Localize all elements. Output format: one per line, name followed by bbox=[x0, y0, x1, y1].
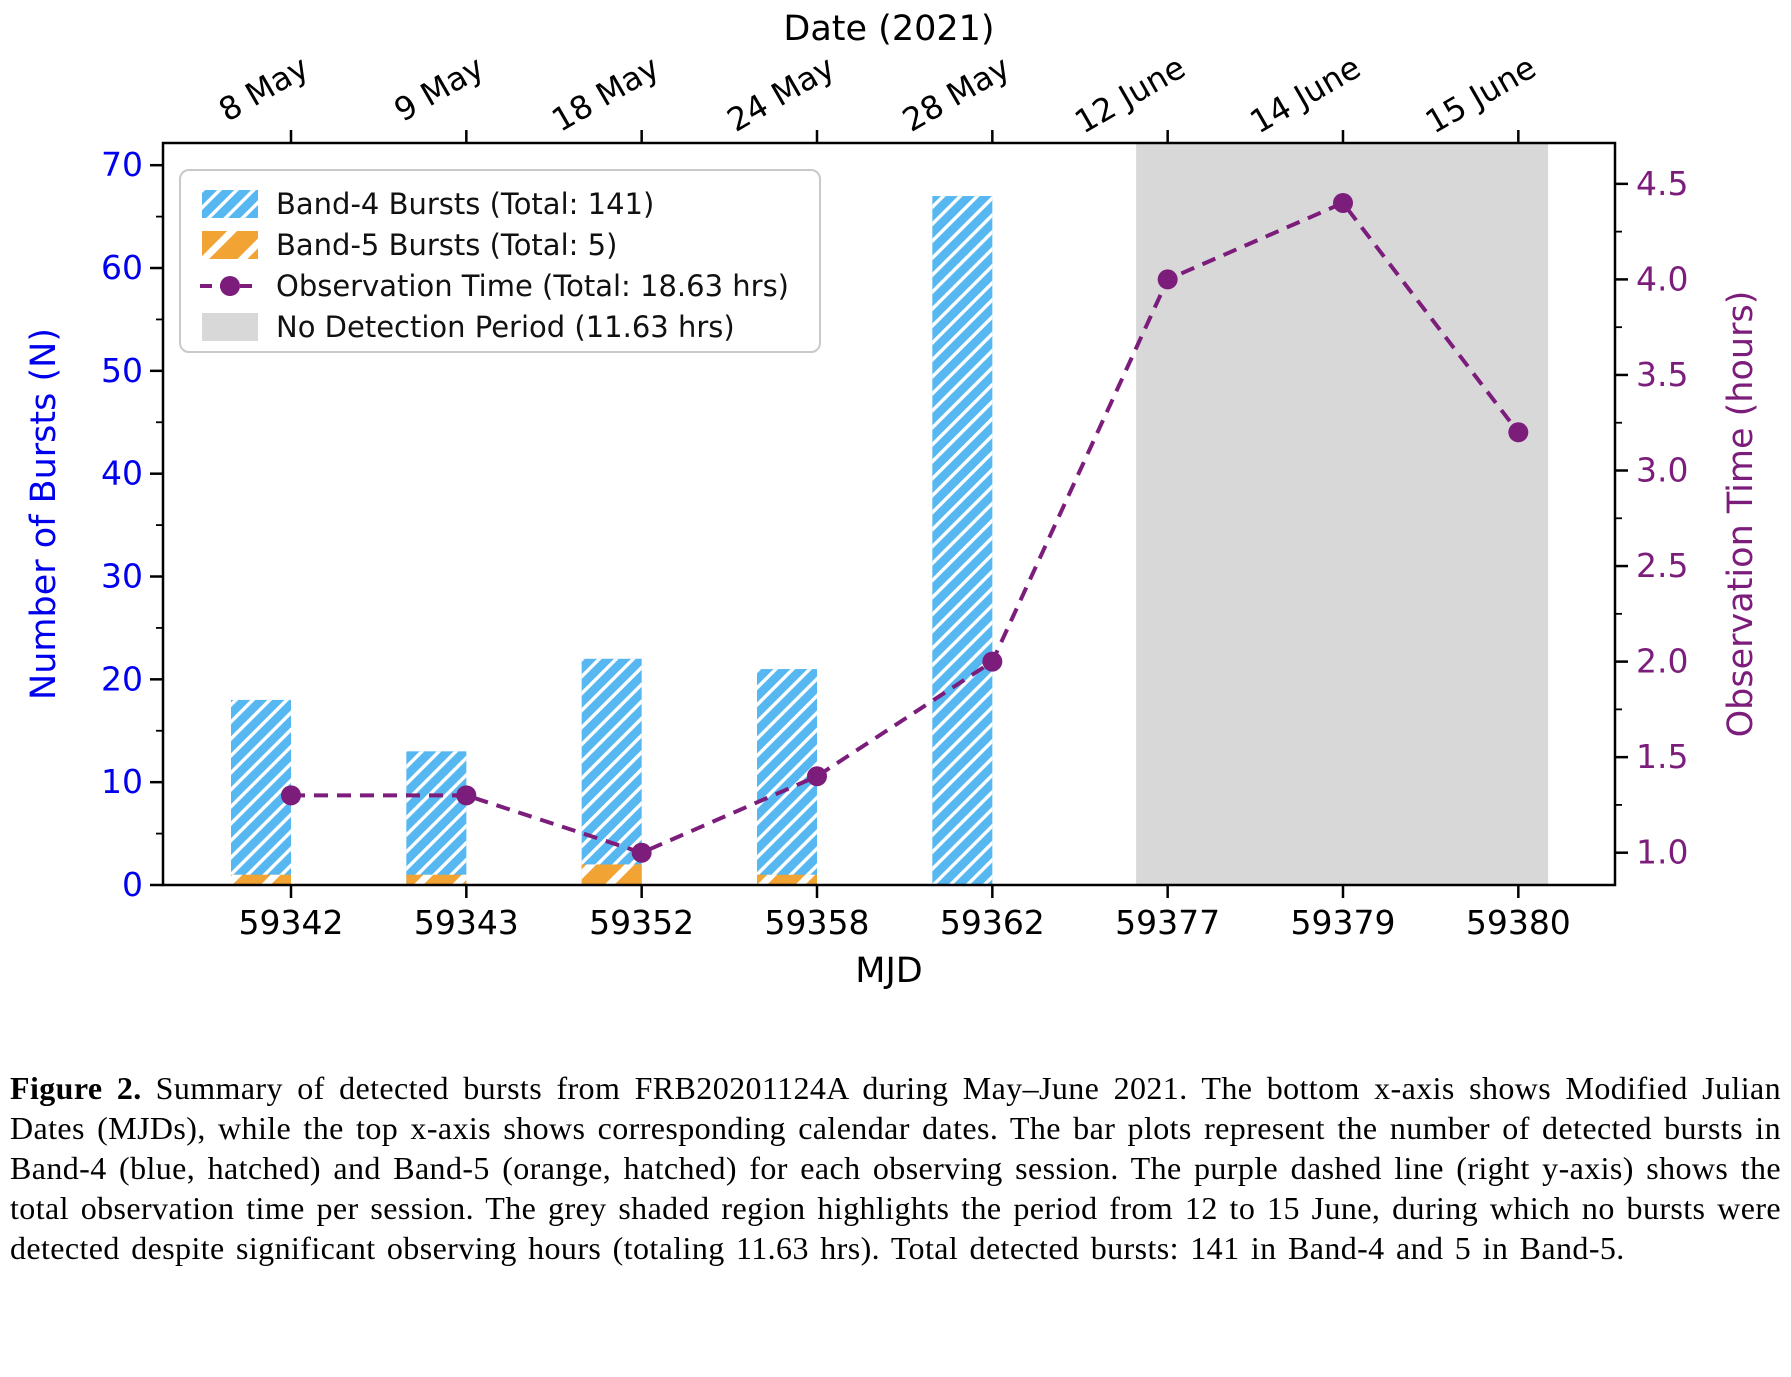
mjd-tick-label: 59379 bbox=[1290, 903, 1396, 942]
legend-observation-time-marker bbox=[220, 276, 240, 296]
mjd-tick-label: 59358 bbox=[764, 903, 870, 942]
date-tick-label: 9 May bbox=[387, 48, 491, 130]
band5-bar-hatch bbox=[231, 875, 291, 885]
observation-time-point bbox=[1508, 422, 1528, 442]
observation-time-point bbox=[456, 785, 476, 805]
legend-no-detection-label: No Detection Period (11.63 hrs) bbox=[276, 310, 735, 344]
legend bbox=[180, 170, 820, 352]
caption-text: Summary of detected bursts from FRB20201124A during May–June 2021. The bottom x-axis shows Modified Julian Dates (MJDs), while the top x-axis shows corresponding calendar dates. The bar plots represent the number of detected bursts in Band-4 (blue, hatched) and Band-5 (orange, hatched) for each observing session. The purple dashed line (right y-axis) shows the total observation time per session. The grey shaded region highlights the period from 12 to 15 June, during which no bursts were detected despite significant observing hours (totaling 11.63 hrs). Total detected bursts: 141 in Band-4 and 5 in Band-5. bbox=[10, 1070, 1781, 1266]
right-tick-label: 2.5 bbox=[1636, 546, 1689, 586]
date-tick-label: 15 June bbox=[1418, 48, 1543, 142]
legend-band4-swatch-hatch bbox=[202, 190, 258, 218]
right-tick-label: 1.5 bbox=[1636, 737, 1689, 777]
mjd-tick-label: 59343 bbox=[413, 903, 519, 942]
legend-band5-swatch-hatch bbox=[202, 231, 258, 259]
left-tick-label: 50 bbox=[101, 350, 143, 390]
date-tick-label: 8 May bbox=[212, 48, 315, 130]
mjd-tick-label: 59352 bbox=[589, 903, 695, 942]
right-tick-label: 1.0 bbox=[1636, 832, 1689, 872]
band5-bar-hatch bbox=[582, 864, 642, 885]
right-tick-label: 3.5 bbox=[1636, 354, 1689, 394]
mjd-tick-label: 59377 bbox=[1115, 903, 1221, 942]
right-axis-title: Observation Time (hours) bbox=[1721, 290, 1761, 738]
observation-time-point bbox=[1333, 193, 1353, 213]
observation-time-point bbox=[281, 785, 301, 805]
figure-caption bbox=[0, 1068, 1791, 1268]
right-tick-label: 3.0 bbox=[1636, 450, 1689, 490]
date-tick-label: 14 June bbox=[1243, 48, 1367, 142]
right-tick-label: 4.5 bbox=[1636, 163, 1689, 203]
right-tick-label: 2.0 bbox=[1636, 641, 1689, 681]
date-tick-label: 12 June bbox=[1068, 48, 1192, 142]
legend-band4-label: Band-4 Bursts (Total: 141) bbox=[276, 187, 655, 221]
date-tick-label: 18 May bbox=[545, 48, 666, 140]
right-tick-label: 4.0 bbox=[1636, 259, 1689, 299]
band5-bar-hatch bbox=[406, 875, 466, 885]
left-tick-label: 30 bbox=[101, 556, 143, 596]
legend-band5-label: Band-5 Bursts (Total: 5) bbox=[276, 228, 618, 262]
band5-bar-hatch bbox=[757, 875, 817, 885]
left-tick-label: 70 bbox=[101, 145, 143, 185]
left-tick-label: 60 bbox=[101, 248, 143, 288]
observation-time-point bbox=[632, 843, 652, 863]
mjd-tick-label: 59380 bbox=[1465, 903, 1571, 942]
mjd-tick-label: 59362 bbox=[939, 903, 1045, 942]
caption-label: Figure 2. bbox=[10, 1070, 142, 1106]
band4-bar-hatch bbox=[406, 751, 466, 885]
left-tick-label: 20 bbox=[101, 659, 143, 699]
legend-observation-time-label: Observation Time (Total: 18.63 hrs) bbox=[276, 269, 789, 303]
top-axis-title: Date (2021) bbox=[783, 9, 995, 49]
bottom-axis-title: MJD bbox=[855, 951, 923, 991]
legend-no-detection-swatch bbox=[202, 313, 258, 341]
band4-bar-hatch bbox=[932, 196, 992, 885]
mjd-tick-label: 59342 bbox=[238, 903, 344, 942]
left-axis-title: Number of Bursts (N) bbox=[24, 328, 64, 700]
left-tick-label: 40 bbox=[101, 453, 143, 493]
observation-time-point bbox=[982, 652, 1002, 672]
date-tick-label: 24 May bbox=[720, 48, 841, 140]
left-tick-label: 10 bbox=[101, 762, 143, 802]
left-tick-label: 0 bbox=[122, 865, 143, 904]
observation-time-point bbox=[1158, 269, 1178, 289]
no-detection-region bbox=[1136, 143, 1548, 885]
observation-time-point bbox=[807, 766, 827, 786]
date-tick-label: 28 May bbox=[895, 48, 1017, 140]
